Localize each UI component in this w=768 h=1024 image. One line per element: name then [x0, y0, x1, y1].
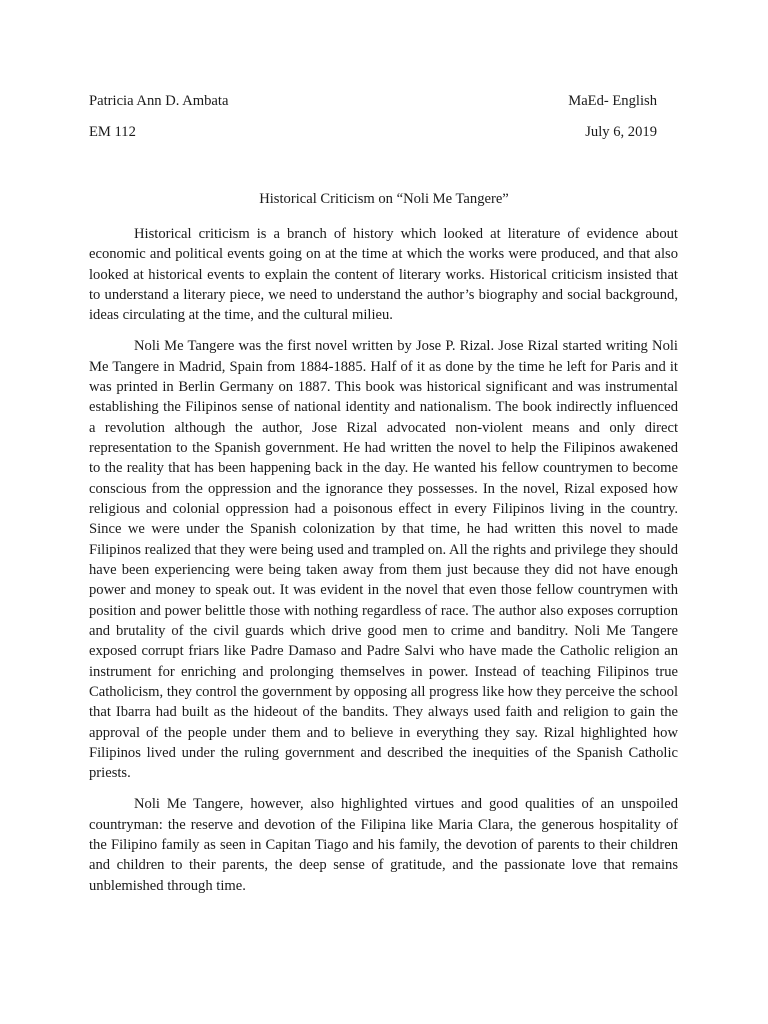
course-code: EM 112 — [89, 124, 136, 140]
paragraph-3: Noli Me Tangere, however, also highlighted virtues and good qualities of an unspoiled countryman: the reserve and devotion of the Filipina like Maria Clara, the generous hospitality of the Filipino family as seen in Capitan Tiago and his family, the devotion of parents to their children and children to their parents, the deep sense of gratitude, and the passionate love that remains unblemished through time. — [89, 796, 678, 894]
program-name: MaEd- English — [568, 93, 657, 109]
document-title: Historical Criticism on “Noli Me Tangere” — [259, 191, 509, 207]
header-row-2 — [89, 122, 657, 142]
header-row-1 — [89, 91, 657, 111]
document-body — [89, 224, 678, 907]
document-date: July 6, 2019 — [585, 124, 657, 140]
author-name: Patricia Ann D. Ambata — [89, 93, 229, 109]
paragraph-1: Historical criticism is a branch of history which looked at literature of evidence about economic and political events going on at the time at which the works were produced, and that also looked at historical events to explain the content of literary works. Historical criticism insisted that to understand a literary piece, we need to understand the author’s biography and social background, ideas circulating at the time, and the cultural milieu. — [89, 226, 678, 324]
paragraph-2: Noli Me Tangere was the first novel written by Jose P. Rizal. Jose Rizal started writing Noli Me Tangere in Madrid, Spain from 1884-1885. Half of it as done by the time he left for Paris and it was printed in Berlin Germany on 1887. This book was historical significant and was instrumental establishing the Filipinos sense of national identity and nationalism. The book indirectly influenced a revolution although the author, Jose Rizal advocated non-violent means and only direct representation to the Spanish government. He had written the novel to help the Filipinos awakened to the reality that has been happening back in the day. He wanted his fellow countrymen to become conscious from the oppression and the ignorance they possesses. In the novel, Rizal exposed how religious and colonial oppression had a poisonous effect in every Filipinos living in the country. Since we were under the Spanish colonization by that time, he had written this novel to made Filipinos realized that they were being used and trampled on. All the rights and privilege they should have been experiencing were being taken away from them just because they did not have enough power and money to speak out. It was evident in the novel that even those fellow countrymen with position and power belittle those with nothing regardless of race. The author also exposes corruption and brutality of the civil guards which drive good men to crime and banditry. Noli Me Tangere exposed corrupt friars like Padre Damaso and Padre Salvi who have made the Catholic religion an instrument for enriching and prolonging themselves in power. Instead of teaching Filipinos true Catholicism, they control the government by opposing all progress like how they perceive the school that Ibarra had built as the hideout of the bandits. They always used faith and religion to gain the approval of the people under them and to believe in everything they say. Rizal highlighted how Filipinos lived under the ruling government and described the inequities of the Spanish Catholic priests. — [89, 338, 678, 782]
